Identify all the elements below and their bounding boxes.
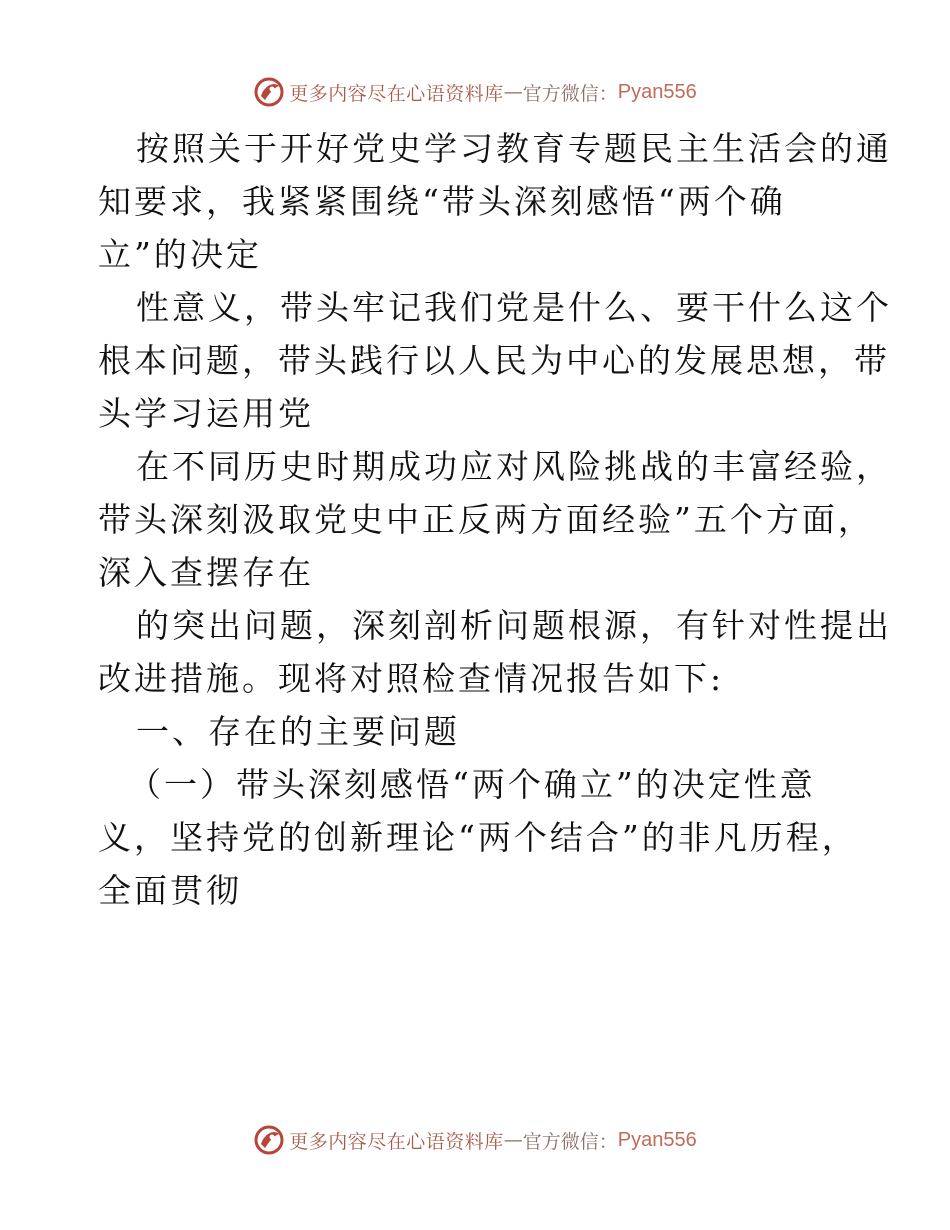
section-heading: 一、存在的主要问题 [136,712,460,751]
paragraph-line: 带头深刻汲取党史中正反两方面经验”五个方面， [98,500,874,539]
header-watermark [0,72,950,112]
paragraph-line: 根本问题，带头践行以人民为中心的发展思想，带 [98,341,890,380]
watermark-text: 更多内容尽在心语资料库 [289,1130,504,1153]
paragraph-line: 改进措施。现将对照检查情况报告如下: [98,659,725,698]
paragraph-line: 立”的决定 [98,235,262,274]
paragraph-line: 性意义，带头牢记我们党是什么、要干什么这个 [136,288,892,327]
document-body [98,122,892,917]
watermark-label: 官方微信： [522,82,618,105]
paragraph-line: 全面贯彻 [98,871,242,910]
paragraph-line: 义，坚持党的创新理论“两个结合”的非凡历程， [98,818,858,857]
watermark-id: Pyan556 [617,80,697,103]
watermark-separator: — [503,81,523,103]
paragraph-line: 头学习运用党 [98,394,314,433]
watermark-label: 官方微信： [522,1130,618,1153]
paragraph-line: 在不同历史时期成功应对风险挑战的丰富经验， [136,447,892,486]
paragraph-line: 按照关于开好党史学习教育专题民主生活会的通 [136,129,892,168]
seal-logo-icon [253,1124,285,1156]
watermark-id: Pyan556 [617,1128,697,1151]
watermark-separator: — [503,1129,523,1151]
seal-logo-icon [253,76,285,108]
paragraph-line: 的突出问题，深刻剖析问题根源，有针对性提出 [136,606,892,645]
paragraph-line: 知要求，我紧紧围绕“带头深刻感悟“两个确 [98,182,786,221]
subsection-heading: （一）带头深刻感悟“两个确立”的决定性意 [128,765,816,804]
paragraph-line: 深入查摆存在 [98,553,314,592]
watermark-text: 更多内容尽在心语资料库 [289,82,504,105]
footer-watermark [0,1120,950,1160]
